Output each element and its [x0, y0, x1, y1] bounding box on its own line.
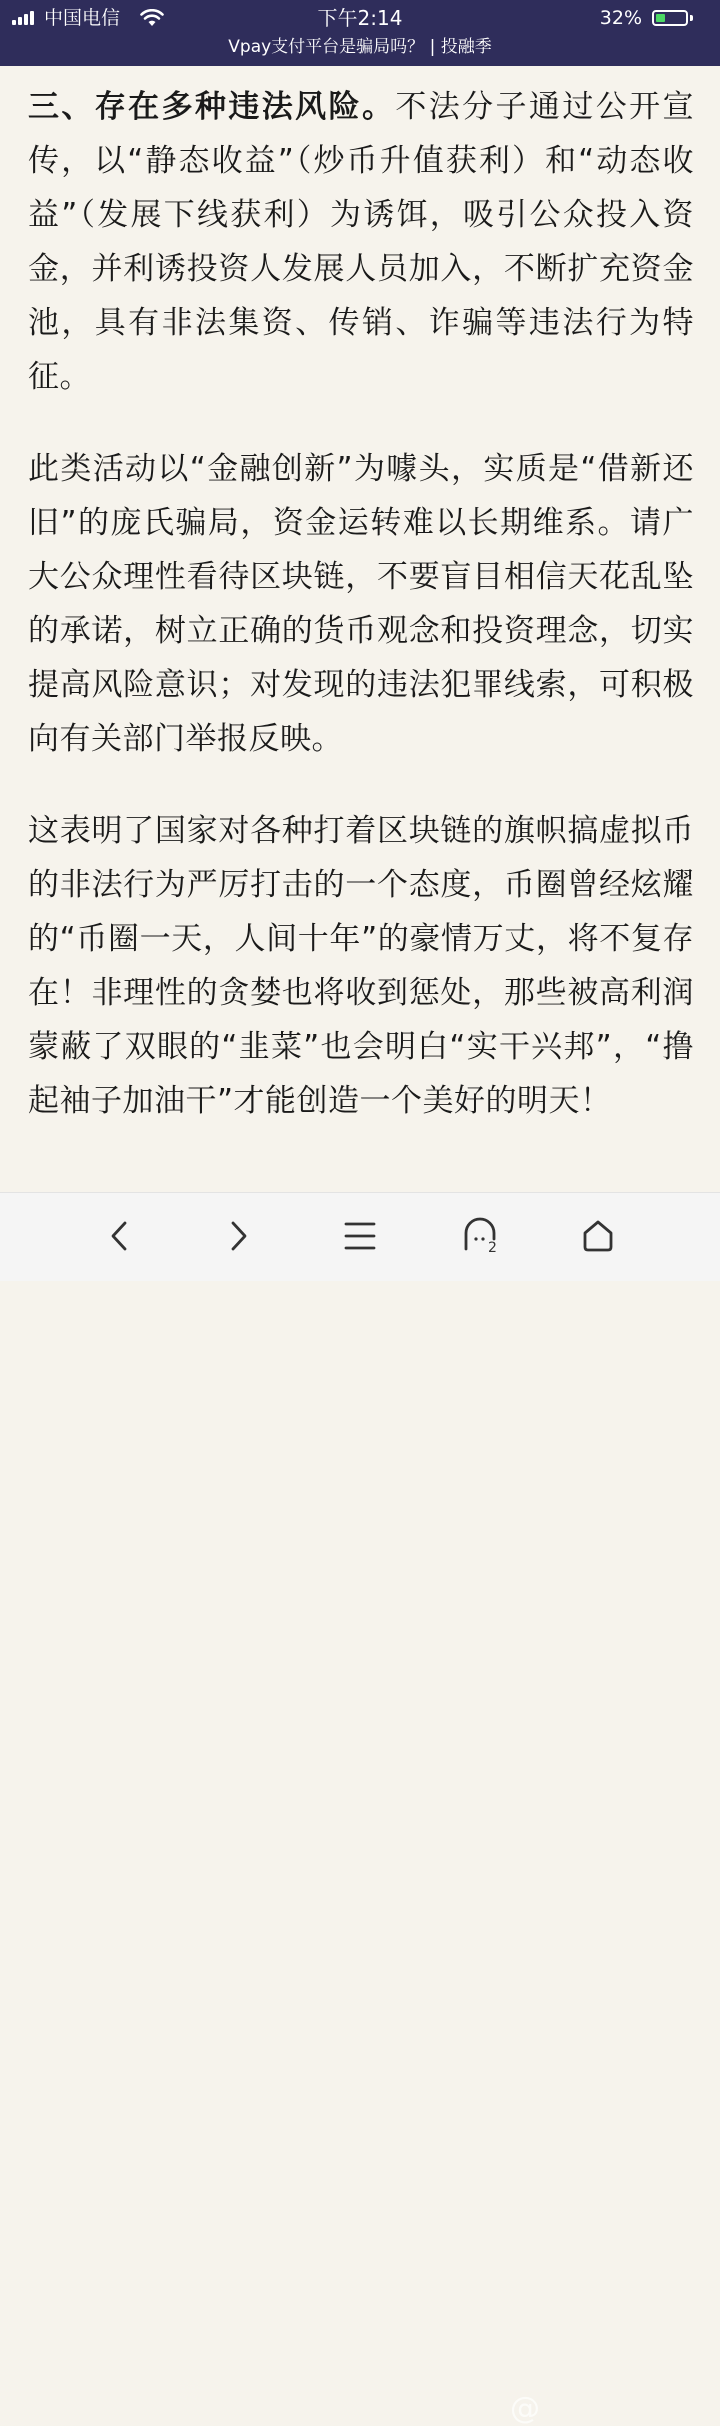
article-paragraph-3: 这表明了国家对各种打着区块链的旗帜搞虚拟币的非法行为严厉打击的一个态度，币圈曾经炫耀的“币圈一天，人间十年”的豪情万丈，将不复存在！非理性的贪婪也将收到惩处，那些被高利润蒙蔽了双眼的“韭菜”也会明白“实干兴邦”，“撸起袖子加油干”才能创造一个美好的明天！	[28, 813, 694, 1119]
article-paragraph-2: 此类活动以“金融创新”为噱头，实质是“借新还旧”的庞氏骗局，资金运转难以长期维系。请广大公众理性看待区块链，不要盲目相信天花乱坠的承诺，树立正确的货币观念和投资理念，切实提高风险意识；对发现的违法犯罪线索，可积极向有关部门举报反映。	[28, 451, 694, 757]
forward-chevron-icon	[213, 1211, 263, 1261]
article-paragraph-1	[28, 80, 694, 404]
paragraph-1-text: 不法分子通过公开宣传，以“静态收益”（炒币升值获利）和“动态收益”（发展下线获利）为诱饵，吸引公众投入资金，并利诱投资人发展人员加入，不断扩充资金池，具有非法集资、传销、诈骗等违法行为特征。	[28, 89, 695, 395]
back-button[interactable]	[95, 1211, 145, 1261]
watermark: @	[510, 2391, 540, 2426]
header	[0, 0, 720, 66]
tabs-icon	[455, 1211, 505, 1261]
tabs-button[interactable]	[455, 1211, 505, 1261]
menu-icon	[335, 1211, 385, 1261]
carrier-label: 中国电信	[44, 7, 121, 29]
battery-cap	[690, 15, 693, 21]
forward-button[interactable]	[213, 1211, 263, 1261]
menu-button[interactable]	[335, 1211, 385, 1261]
home-icon	[573, 1211, 623, 1261]
back-chevron-icon	[95, 1211, 145, 1261]
home-button[interactable]	[573, 1211, 623, 1261]
battery-icon	[652, 10, 688, 26]
article-body	[28, 80, 694, 1166]
section-heading: 三、存在多种违法风险。	[28, 89, 396, 125]
tabs-count-badge: 2	[488, 1240, 497, 1256]
bottom-toolbar	[0, 1192, 720, 2426]
page-title: Vpay支付平台是骗局吗？ | 投融季	[228, 37, 492, 57]
status-bar	[0, 0, 720, 36]
status-time: 下午2:14	[317, 6, 403, 30]
battery-percent: 32%	[599, 7, 642, 29]
battery-fill	[656, 14, 665, 22]
